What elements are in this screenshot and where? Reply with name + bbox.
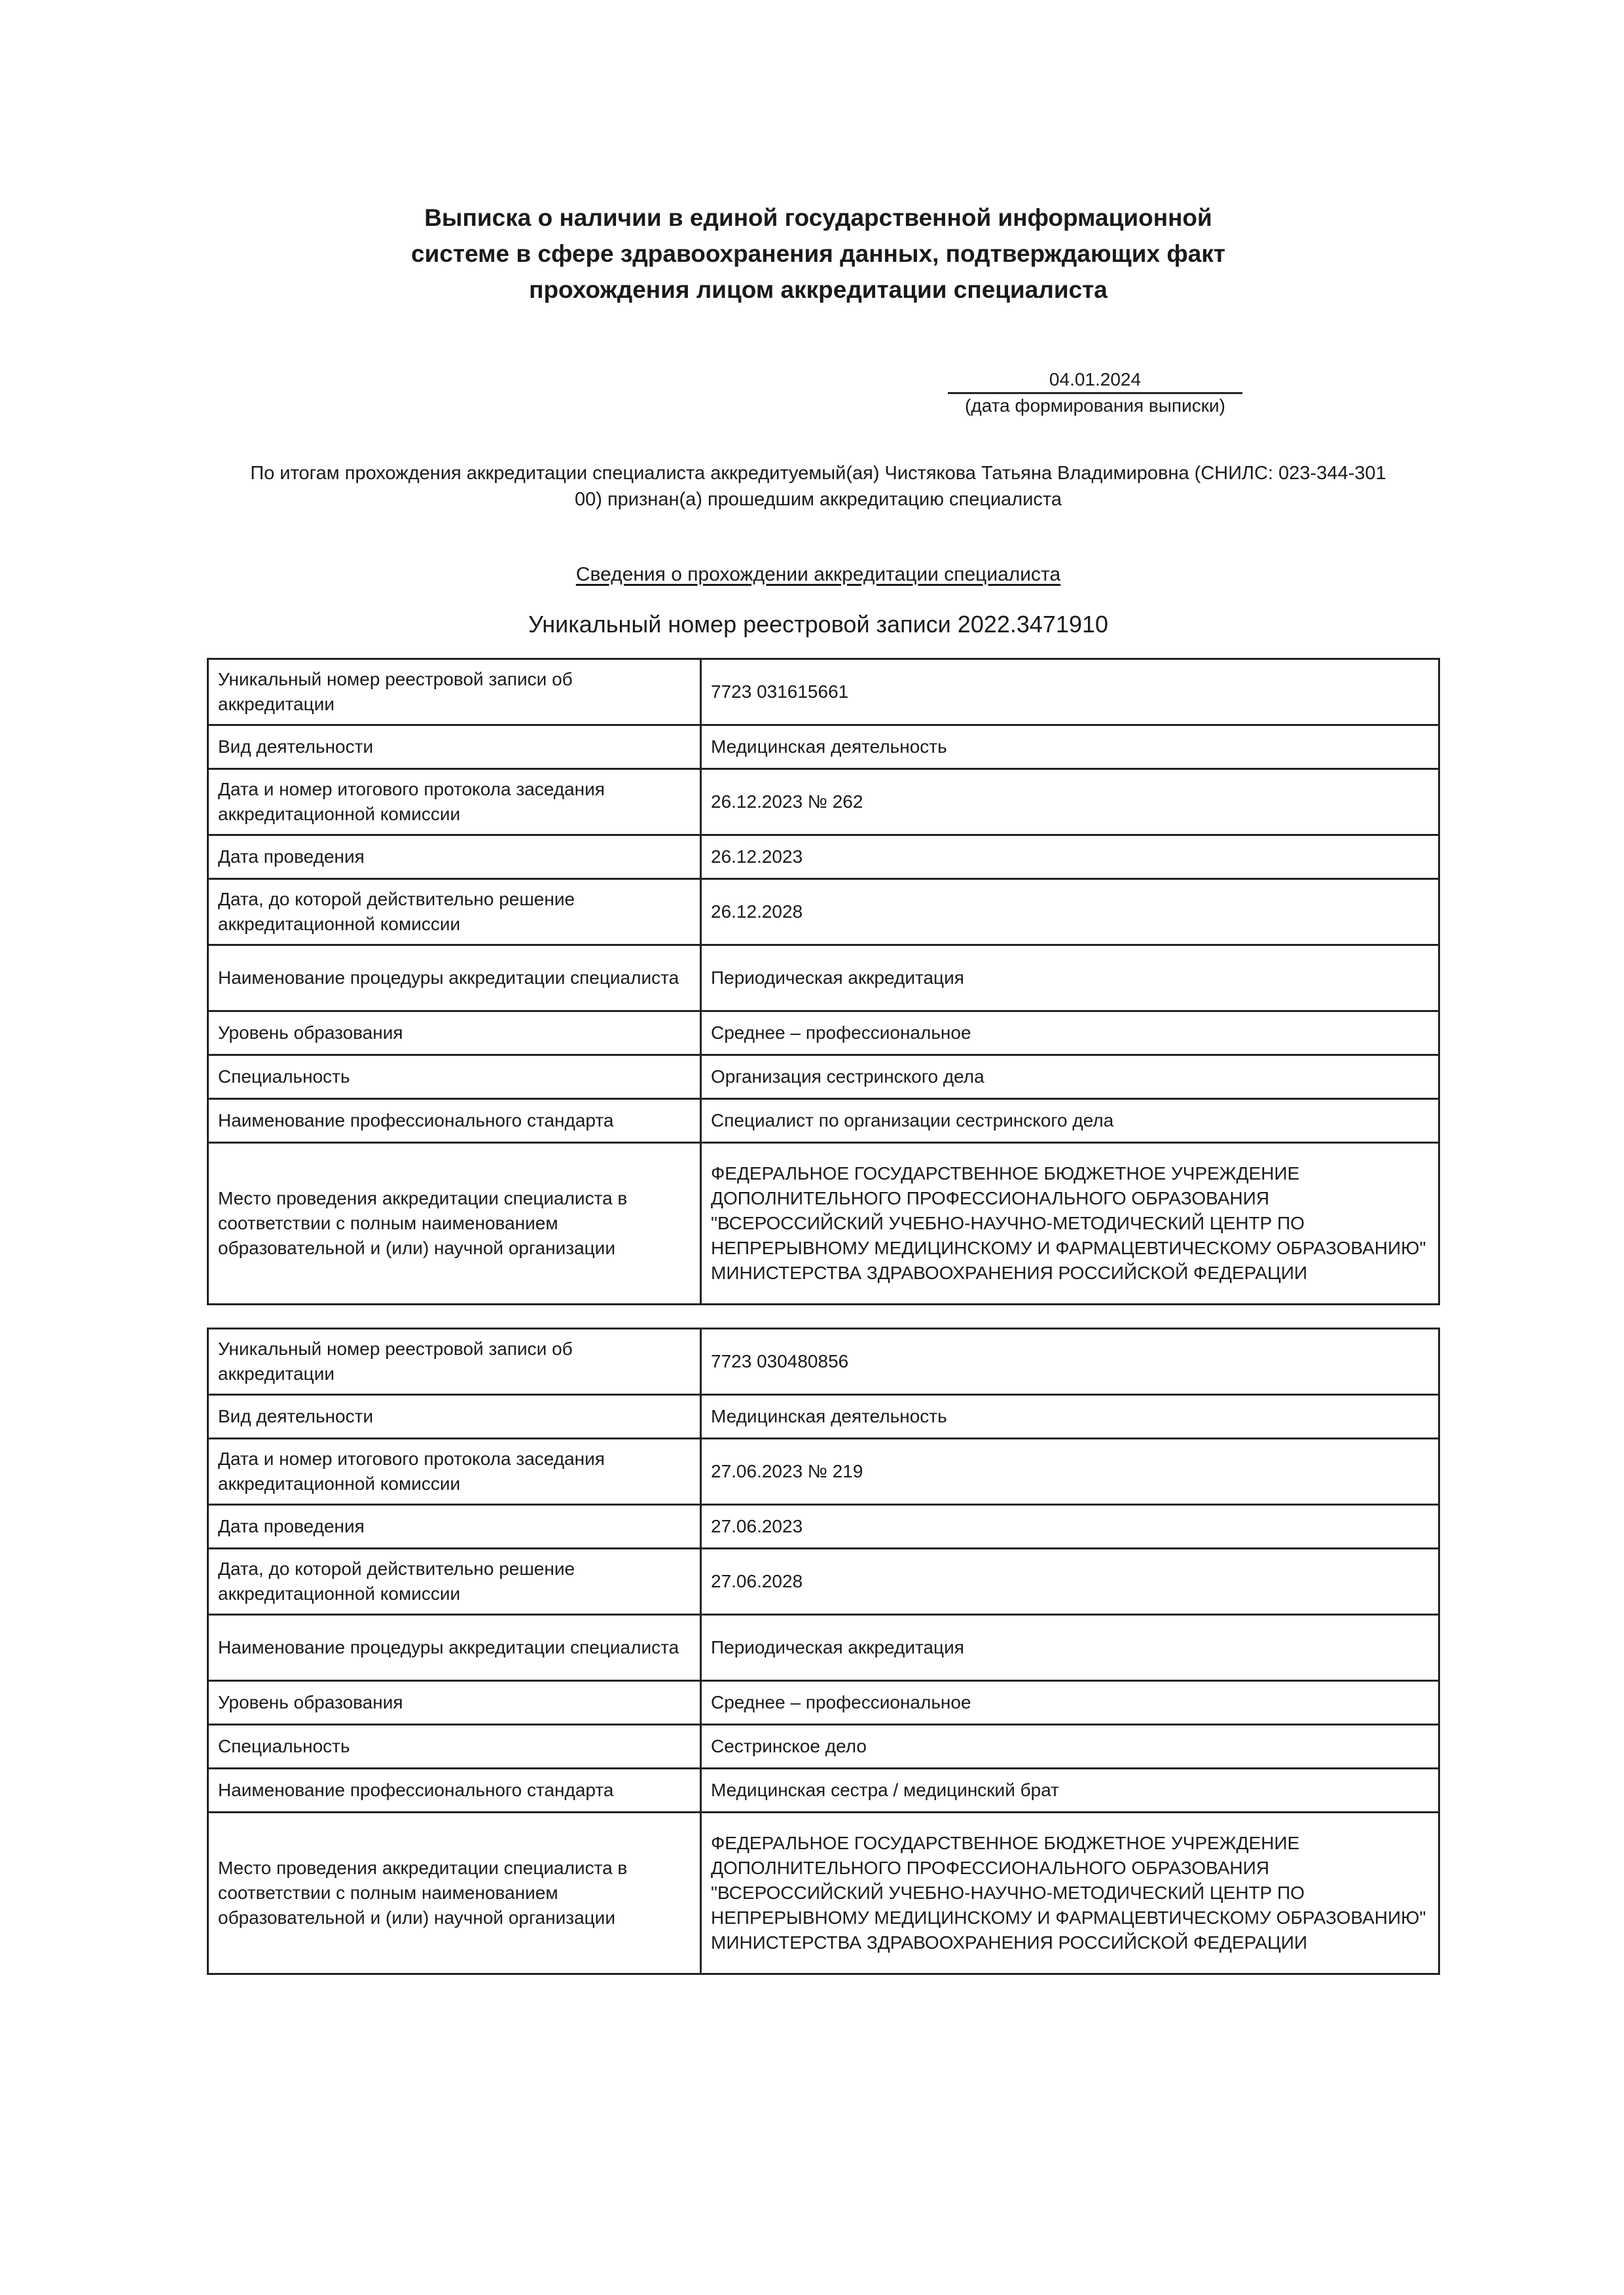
row-value: Среднее – профессиональное [701,1681,1439,1725]
table-row [208,1099,1439,1143]
table-row [208,1395,1439,1439]
row-value: Организация сестринского дела [701,1055,1439,1099]
row-label: Дата проведения [208,1505,701,1549]
table-row [208,1505,1439,1549]
table-row [208,1329,1439,1395]
row-label: Наименование профессионального стандарта [208,1099,701,1143]
row-label: Место проведения аккредитации специалиста в соответствии с полным наименованием образовательной и (или) научной организации [208,1813,701,1974]
row-value: ФЕДЕРАЛЬНОЕ ГОСУДАРСТВЕННОЕ БЮДЖЕТНОЕ УЧРЕЖДЕНИЕ ДОПОЛНИТЕЛЬНОГО ПРОФЕССИОНАЛЬНОГО ОБРАЗОВАНИЯ "ВСЕРОССИЙСКИЙ УЧЕБНО-НАУЧНО-МЕТОДИЧЕСКИЙ ЦЕНТР ПО НЕПРЕРЫВНОМУ МЕДИЦИНСКОМУ И ФАРМАЦЕВТИЧЕСКОМУ ОБРАЗОВАНИЮ" МИНИСТЕРСТВА ЗДРАВООХРАНЕНИЯ РОССИЙСКОЙ ФЕДЕРАЦИИ [701,1143,1439,1305]
section-heading-text: Сведения о прохождении аккредитации специалиста [575,564,1061,585]
table-row [208,725,1439,769]
table-row [208,1439,1439,1505]
row-value: 27.06.2028 [701,1549,1439,1615]
title-line-2: системе в сфере здравоохранения данных, подтверждающих факт [411,240,1225,267]
row-value: Медицинская деятельность [701,1395,1439,1439]
row-label: Уникальный номер реестровой записи об аккредитации [208,659,701,725]
row-label: Дата проведения [208,835,701,879]
row-value: 27.06.2023 № 219 [701,1439,1439,1505]
row-label: Наименование процедуры аккредитации специалиста [208,945,701,1011]
table-row [208,1615,1439,1681]
table-row [208,835,1439,879]
row-label: Специальность [208,1725,701,1769]
table-row [208,769,1439,835]
row-label: Дата и номер итогового протокола заседания аккредитационной комиссии [208,1439,701,1505]
row-label: Вид деятельности [208,725,701,769]
accreditation-table-2 [207,1328,1440,1975]
table-row [208,1725,1439,1769]
accreditation-table-1 [207,658,1440,1305]
row-value: 27.06.2023 [701,1505,1439,1549]
formation-date-block [948,369,1242,418]
intro-paragraph [196,460,1440,513]
row-label: Наименование процедуры аккредитации специалиста [208,1615,701,1681]
row-value: Среднее – профессиональное [701,1011,1439,1055]
row-label: Наименование профессионального стандарта [208,1769,701,1813]
intro-line-2: 00) признан(а) прошедшим аккредитацию специалиста [575,489,1062,510]
table-row [208,1055,1439,1099]
title-line-3: прохождения лицом аккредитации специалиста [529,276,1108,303]
row-value: Специалист по организации сестринского дела [701,1099,1439,1143]
row-value: 26.12.2023 № 262 [701,769,1439,835]
table-row [208,659,1439,725]
row-label: Уникальный номер реестровой записи об аккредитации [208,1329,701,1395]
table-row [208,879,1439,945]
row-value: Медицинская сестра / медицинский брат [701,1769,1439,1813]
row-label: Дата, до которой действительно решение аккредитационной комиссии [208,1549,701,1615]
formation-date: 04.01.2024 [948,369,1242,394]
row-value: Периодическая аккредитация [701,1615,1439,1681]
row-value: Сестринское дело [701,1725,1439,1769]
table-row [208,1011,1439,1055]
row-value: 26.12.2023 [701,835,1439,879]
title-line-1: Выписка о наличии в единой государственной информационной [424,204,1212,231]
row-label: Место проведения аккредитации специалиста в соответствии с полным наименованием образовательной и (или) научной организации [208,1143,701,1305]
section-heading [262,562,1375,588]
table-row [208,1681,1439,1725]
row-label: Специальность [208,1055,701,1099]
registry-number: Уникальный номер реестровой записи 2022.3471910 [528,611,1109,638]
row-value: 7723 031615661 [701,659,1439,725]
row-label: Дата и номер итогового протокола заседания аккредитационной комиссии [208,769,701,835]
row-label: Дата, до которой действительно решение аккредитационной комиссии [208,879,701,945]
table-row [208,1813,1439,1974]
intro-line-1: По итогам прохождения аккредитации специалиста аккредитуемый(ая) Чистякова Татьяна Владимировна (СНИЛС: 023-344-301 [250,463,1386,484]
row-label: Вид деятельности [208,1395,701,1439]
row-value: 26.12.2028 [701,879,1439,945]
document-title [262,200,1375,308]
row-value: Медицинская деятельность [701,725,1439,769]
table-row [208,1549,1439,1615]
row-label: Уровень образования [208,1011,701,1055]
table-row [208,945,1439,1011]
table-row [208,1769,1439,1813]
row-value: Периодическая аккредитация [701,945,1439,1011]
formation-date-caption: (дата формирования выписки) [965,395,1225,416]
row-label: Уровень образования [208,1681,701,1725]
row-value: 7723 030480856 [701,1329,1439,1395]
row-value: ФЕДЕРАЛЬНОЕ ГОСУДАРСТВЕННОЕ БЮДЖЕТНОЕ УЧРЕЖДЕНИЕ ДОПОЛНИТЕЛЬНОГО ПРОФЕССИОНАЛЬНОГО ОБРАЗОВАНИЯ "ВСЕРОССИЙСКИЙ УЧЕБНО-НАУЧНО-МЕТОДИЧЕСКИЙ ЦЕНТР ПО НЕПРЕРЫВНОМУ МЕДИЦИНСКОМУ И ФАРМАЦЕВТИЧЕСКОМУ ОБРАЗОВАНИЮ" МИНИСТЕРСТВА ЗДРАВООХРАНЕНИЯ РОССИЙСКОЙ ФЕДЕРАЦИИ [701,1813,1439,1974]
table-row [208,1143,1439,1305]
